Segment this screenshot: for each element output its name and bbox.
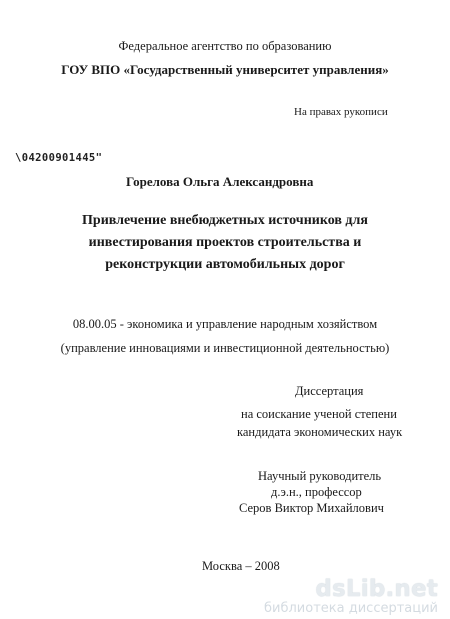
supervisor-title: д.э.н., профессор (271, 485, 362, 499)
dissertation-label: Диссертация (295, 384, 364, 398)
specialty-code-line: 08.00.05 - экономика и управление народным хозяйством (72, 317, 378, 331)
logo-part-ds: ds (315, 576, 346, 602)
manuscript-rights-note: На правах рукописи (294, 106, 388, 118)
degree-name-line: кандидата экономических наук (237, 425, 403, 439)
watermark-tagline: библиотека диссертаций (264, 601, 438, 616)
dslib-watermark (248, 578, 438, 615)
supervisor-label: Научный руководитель (258, 469, 382, 483)
archive-stamp-code: \04200901445" (15, 152, 103, 164)
author-name: Горелова Ольга Александровна (126, 174, 314, 189)
degree-purpose-line: на соискание ученой степени (241, 407, 397, 421)
logo-part-lib: Lib (345, 576, 386, 602)
agency-name: Федеральное агентство по образованию (118, 39, 332, 53)
dissertation-title-line-1: Привлечение внебюджетных источников для (82, 213, 368, 228)
supervisor-name: Серов Виктор Михайлович (239, 501, 384, 515)
dissertation-title-line-3: реконструкции автомобильных дорог (105, 257, 345, 272)
university-name: ГОУ ВПО «Государственный университет управления» (61, 62, 389, 77)
dissertation-title-line-2: инвестирования проектов строительства и (88, 235, 362, 250)
dslib-logo (248, 578, 438, 601)
specialty-subfield-line: (управление инновациями и инвестиционной деятельностью) (60, 341, 390, 355)
logo-part-net: .net (385, 576, 438, 602)
city-year: Москва – 2008 (202, 559, 280, 573)
